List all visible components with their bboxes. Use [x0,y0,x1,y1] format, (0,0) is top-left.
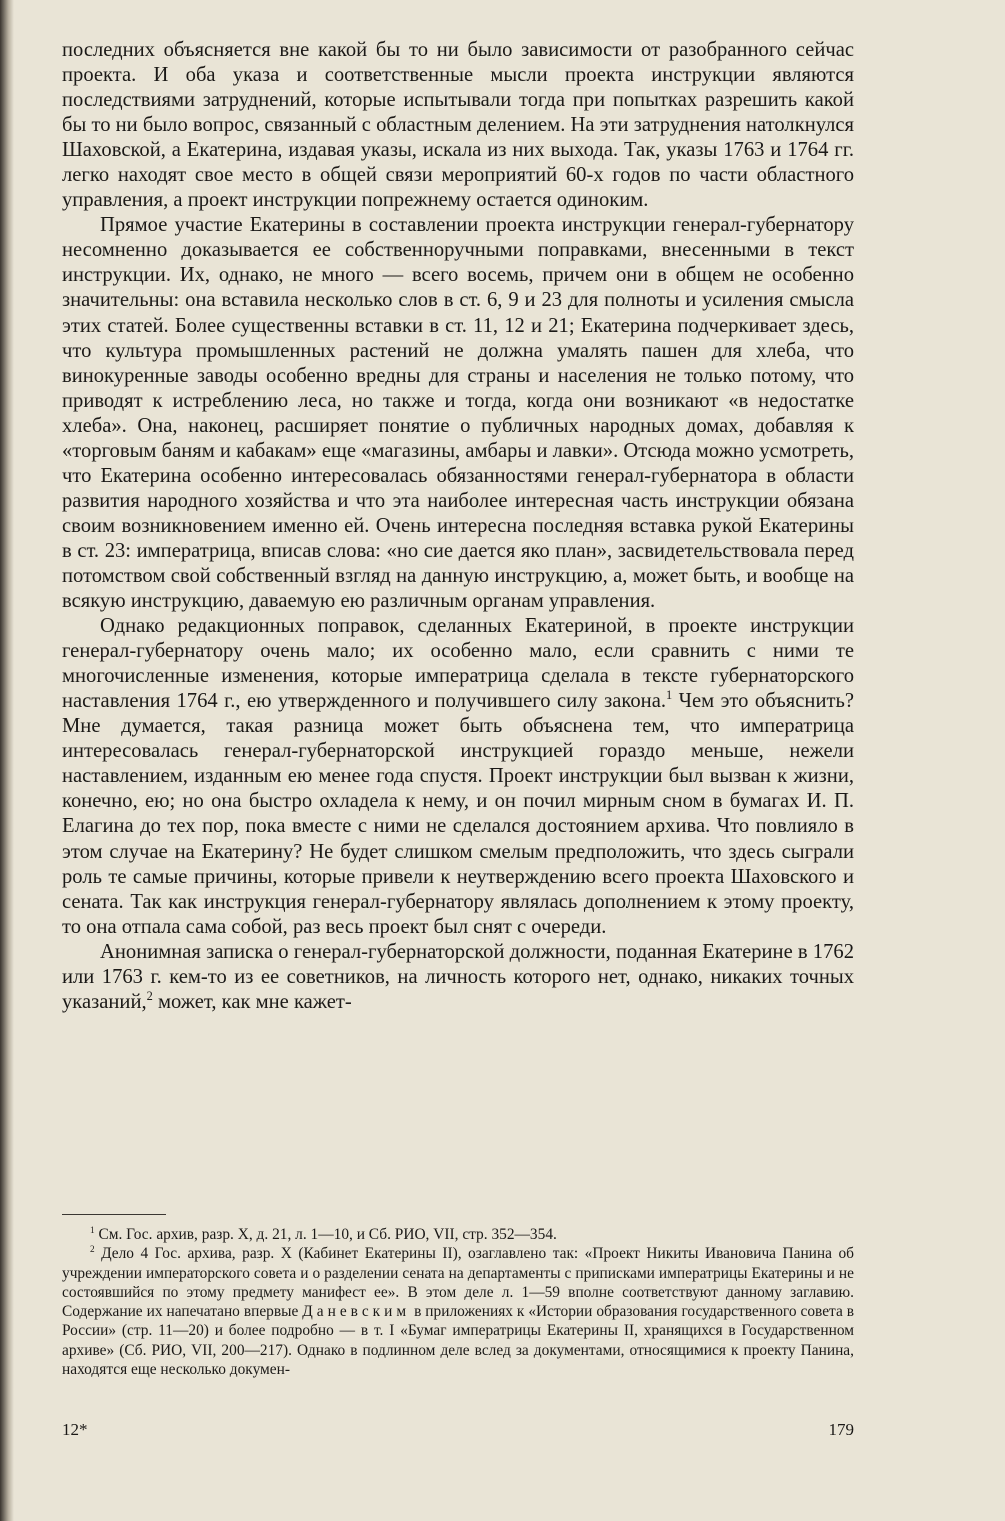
book-spine-shadow [0,0,14,1521]
paragraph-3 [62,614,854,940]
footnote-ref-2: 2 [146,988,153,1003]
paragraph-1: последних объясняется вне какой бы то ни было зависимости от разобранного сейчас проекта. И оба указа и соответственные мысли проекта инструкции являются последствиями затруднений, которые испытывали тогда при попытках разрешить какой бы то ни было вопрос, связанный с областным делением. На эти затруднения натолкнулся Шаховской, а Екатерина, издавая указы, искала из них выхода. Так, указы 1763 и 1764 гг. легко находят свое место в общей связи мероприятий 60-х годов по части областного управления, а проект инструкции попрежнему остается одиноким. [62,39,854,212]
footnote-2-text-b: в приложениях к «Истории образования государственного совета в России» (стр. 11—20) и более подробно — в т. I «Бумаг императрицы Екатерины II, хранящихся в Государственном архиве» (Сб. РИО, VII, 200—217). Однако в подлинном деле вслед за документами, относящимися к проекту Панина, находятся еще несколько докумен- [62,1303,854,1379]
footnote-1-mark: 1 [90,1224,95,1235]
page-number: 179 [828,1420,854,1439]
footnote-divider [62,1214,166,1215]
paragraph-3-text-a: Однако редакционных поправок, сделанных Екатериной, в проекте инструкции генерал-губернатору очень мало; их особенно мало, если сравнить с ними те многочисленные изменения, которые императрица сделала в тексте губернаторского наставления 1764 г., ею утвержденного и получившего силу закона. [62,615,854,713]
paragraph-4-text-b: может, как мне кажет- [152,990,352,1013]
paragraph-3-text-b: Чем это объяснить? Мне думается, такая разница может быть объяснена тем, что императрица интересовалась генерал-губернаторской инструкцией гораздо меньше, нежели наставлением, изданным ею менее года спустя. Проект инструкции был вызван к жизни, конечно, ею; но она быстро охладела к нему, и он почил мирным сном в бумагах И. П. Елагина до тех пор, пока вместе с ними не сделался достоянием архива. Что повлияло в этом случае на Екатерину? Не будет слишком смелым предположить, что здесь сыграли роль те самые причины, которые привели к неутверждению всего проекта Шаховского и сената. Так как инструкция генерал-губернатору являлась дополнением к этому проекту, то она отпала сама собой, раз весь проект был снят с очереди. [62,690,854,938]
main-text [62,38,854,1015]
footnote-ref-1: 1 [665,688,673,703]
paragraph-4 [62,940,854,1015]
footnote-2-text-a: Дело 4 Гос. архива, разр. X (Кабинет Екатерины II), озаглавлено так: «Проект Никиты Ивановича Панина об учреждении императорского совета и о разделении сената на департаменты с приписками императрицы Екатерины и не состоявшийся по этому предмету манифест ее». В этом деле л. 1—59 вполне соответствуют данному заглавию. Содержание их напечатано впервые [62,1245,854,1321]
footnote-1 [62,1225,854,1244]
footnote-2 [62,1244,854,1379]
page-footer [62,1420,854,1446]
paragraph-4-text-a: Анонимная записка о генерал-губернаторской должности, поданная Екатерине в 1762 или 1763 г. кем-то из ее советников, на личность которого нет, однако, никаких точных указаний, [62,940,854,1013]
printer-signature-mark: 12* [62,1420,88,1439]
paragraph-2: Прямое участие Екатерины в составлении проекта инструкции генерал-губернатору несомненно доказывается ее собственноручными поправками, внесенными в текст инструкции. Их, однако, не много — всего восемь, причем они в общем не особенно значительны: она вставила несколько слов в ст. 6, 9 и 23 для полноты и усиления смысла этих статей. Более существенны вставки в ст. 11, 12 и 21; Екатерина подчеркивает здесь, что культура промышленных растений не должна умалять пашен для хлеба, что винокуренные заводы особенно вредны для страны и населения не только потому, что приводят к истреблению леса, но также и тогда, когда они возникают «в недостатке хлеба». Она, наконец, расширяет понятие о публичных народных домах, добавляя к «торговым баням и кабакам» еще «магазины, амбары и лавки». Отсюда можно усмотреть, что Екатерина особенно интересовалась обязанностями генерал-губернатора в области развития народного хозяйства и что эта наиболее интересная часть инструкции обязана своим возникновением именно ей. Очень интересна последняя вставка рукой Екатерины в ст. 23: императрица, вписав слова: «но сие дается яко план», засвидетельствовала перед потомством свой собственный взгляд на данную инструкцию, а, может быть, и вообще на всякую инструкцию, даваемую ею различным органам управления. [62,214,854,613]
footnote-2-mark: 2 [90,1244,95,1255]
footnote-1-text: См. Гос. архив, разр. X, д. 21, л. 1—10, и Сб. РИО, VII, стр. 352—354. [94,1226,557,1243]
footnote-2-author-name: Даневским [302,1303,411,1321]
footnotes [62,1225,854,1379]
